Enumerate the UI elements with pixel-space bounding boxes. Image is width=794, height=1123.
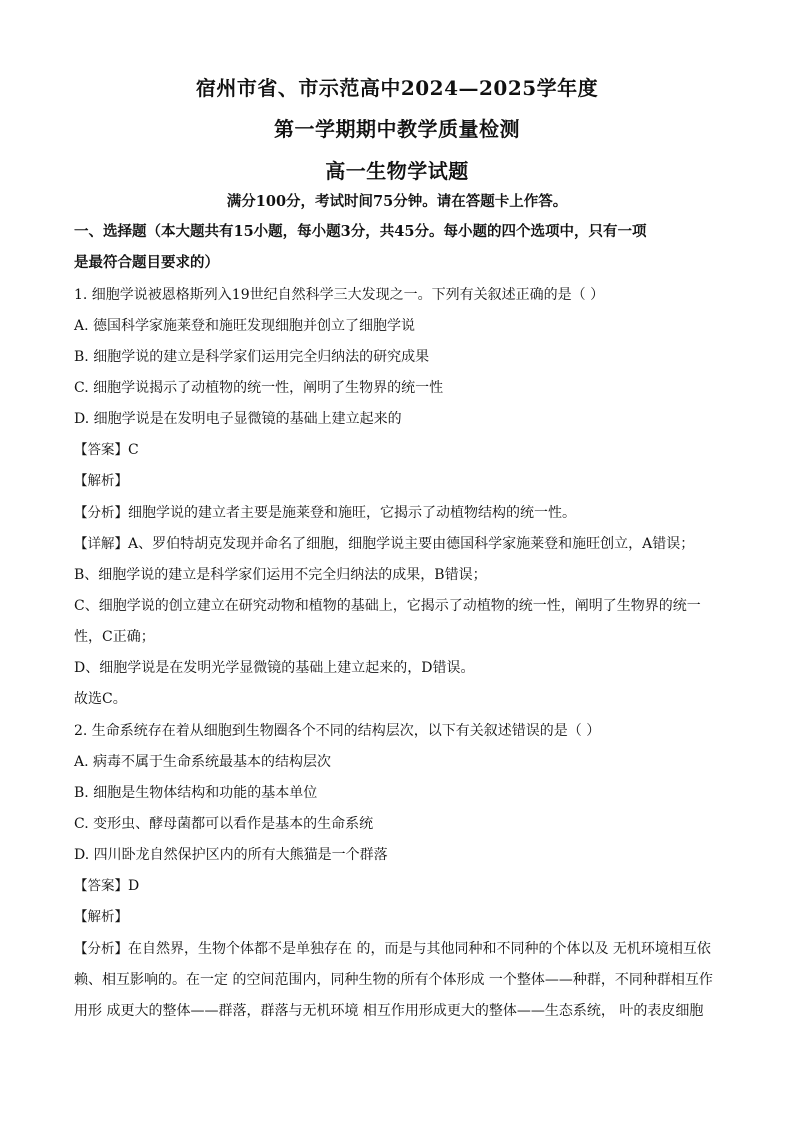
- q2-option-a: A. 病毒不属于生命系统最基本的结构层次: [74, 754, 332, 770]
- q1-xiangjie-label: 【详解】: [74, 536, 128, 552]
- q2-fenxi-label: 【分析】: [74, 941, 128, 957]
- q2-answer-label: 【答案】: [74, 878, 128, 894]
- q1-xiangjie-line3: C、细胞学说的创立建立在研究动物和植物的基础上，它揭示了动植物的统一性，阐明了生物界的统一: [74, 598, 701, 614]
- q1-option-d: D. 细胞学说是在发明电子显微镜的基础上建立起来的: [74, 411, 402, 427]
- q1-xiangjie-line5: D、细胞学说是在发明光学显微镜的基础上建立起来的，D错误。: [74, 660, 475, 676]
- q1-conclusion: 故选C。: [74, 691, 127, 707]
- q1-answer-value: C: [128, 442, 139, 458]
- q1-fenxi-text: 细胞学说的建立者主要是施莱登和施旺，它揭示了动植物结构的统一性。: [128, 505, 576, 521]
- section-heading-line1: 一、选择题（本大题共有15小题，每小题3分，共45分。每小题的四个选项中，只有一项: [74, 223, 647, 240]
- exam-title-line1: 宿州市省、市示范高中2024—2025学年度: [195, 76, 599, 100]
- q2-analysis-label: 【解析】: [74, 909, 128, 925]
- exam-instructions: 满分100分，考试时间75分钟。请在答题卡上作答。: [226, 193, 568, 210]
- q1-answer-label: 【答案】: [74, 442, 128, 458]
- q1-xiangjie-line1: [74, 534, 724, 554]
- q1-option-c: C. 细胞学说揭示了动植物的统一性，阐明了生物界的统一性: [74, 380, 444, 396]
- q1-answer: [74, 440, 724, 460]
- q2-fenxi-line1: [74, 939, 724, 959]
- q1-stem: 1. 细胞学说被恩格斯列入19世纪自然科学三大发现之一。下列有关叙述正确的是（ ）: [74, 287, 605, 303]
- q1-option-b: B. 细胞学说的建立是科学家们运用完全归纳法的研究成果: [74, 349, 430, 365]
- q1-xiangjie-line4: 性，C正确；: [74, 629, 155, 645]
- q1-analysis-label: 【解析】: [74, 473, 128, 489]
- q2-answer-value: D: [128, 878, 140, 894]
- q1-option-a: A. 德国科学家施莱登和施旺发现细胞并创立了细胞学说: [74, 318, 416, 334]
- q1-xiangjie-line2: B、细胞学说的建立是科学家们运用不完全归纳法的成果，B错误；: [74, 567, 487, 583]
- q2-option-b: B. 细胞是生物体结构和功能的基本单位: [74, 785, 318, 801]
- q2-option-c: C. 变形虫、酵母菌都可以看作是基本的生命系统: [74, 816, 374, 832]
- exam-title-line3: 高一生物学试题: [325, 159, 469, 183]
- q2-fenxi-line3: 用形 成更大的整体——群落，群落与无机环境 相互作用形成更大的整体——生态系统， 叶的表皮细胞: [74, 1003, 704, 1019]
- q1-xiangjie-text1: A、罗伯特胡克发现并命名了细胞，细胞学说主要由德国科学家施莱登和施旺创立，A错误；: [128, 536, 695, 552]
- q1-fenxi: [74, 503, 724, 523]
- q2-fenxi-line2: 赖、相互影响的。在一定 的空间范围内，同种生物的所有个体形成 一个整体——种群，不同种群相互作: [74, 972, 713, 988]
- q2-answer: [74, 876, 724, 896]
- q2-option-d: D. 四川卧龙自然保护区内的所有大熊猫是一个群落: [74, 847, 388, 863]
- q1-fenxi-label: 【分析】: [74, 505, 128, 521]
- q2-fenxi-text1: 在自然界，生物个体都不是单独存在 的，而是与其他同种和不同种的个体以及 无机环境相互依: [128, 941, 711, 957]
- exam-title-line2: 第一学期期中教学质量检测: [274, 117, 520, 141]
- section-heading-line2: 是最符合题目要求的）: [74, 254, 219, 271]
- q2-stem: 2. 生命系统存在着从细胞到生物圈各个不同的结构层次，以下有关叙述错误的是（ ）: [74, 723, 601, 739]
